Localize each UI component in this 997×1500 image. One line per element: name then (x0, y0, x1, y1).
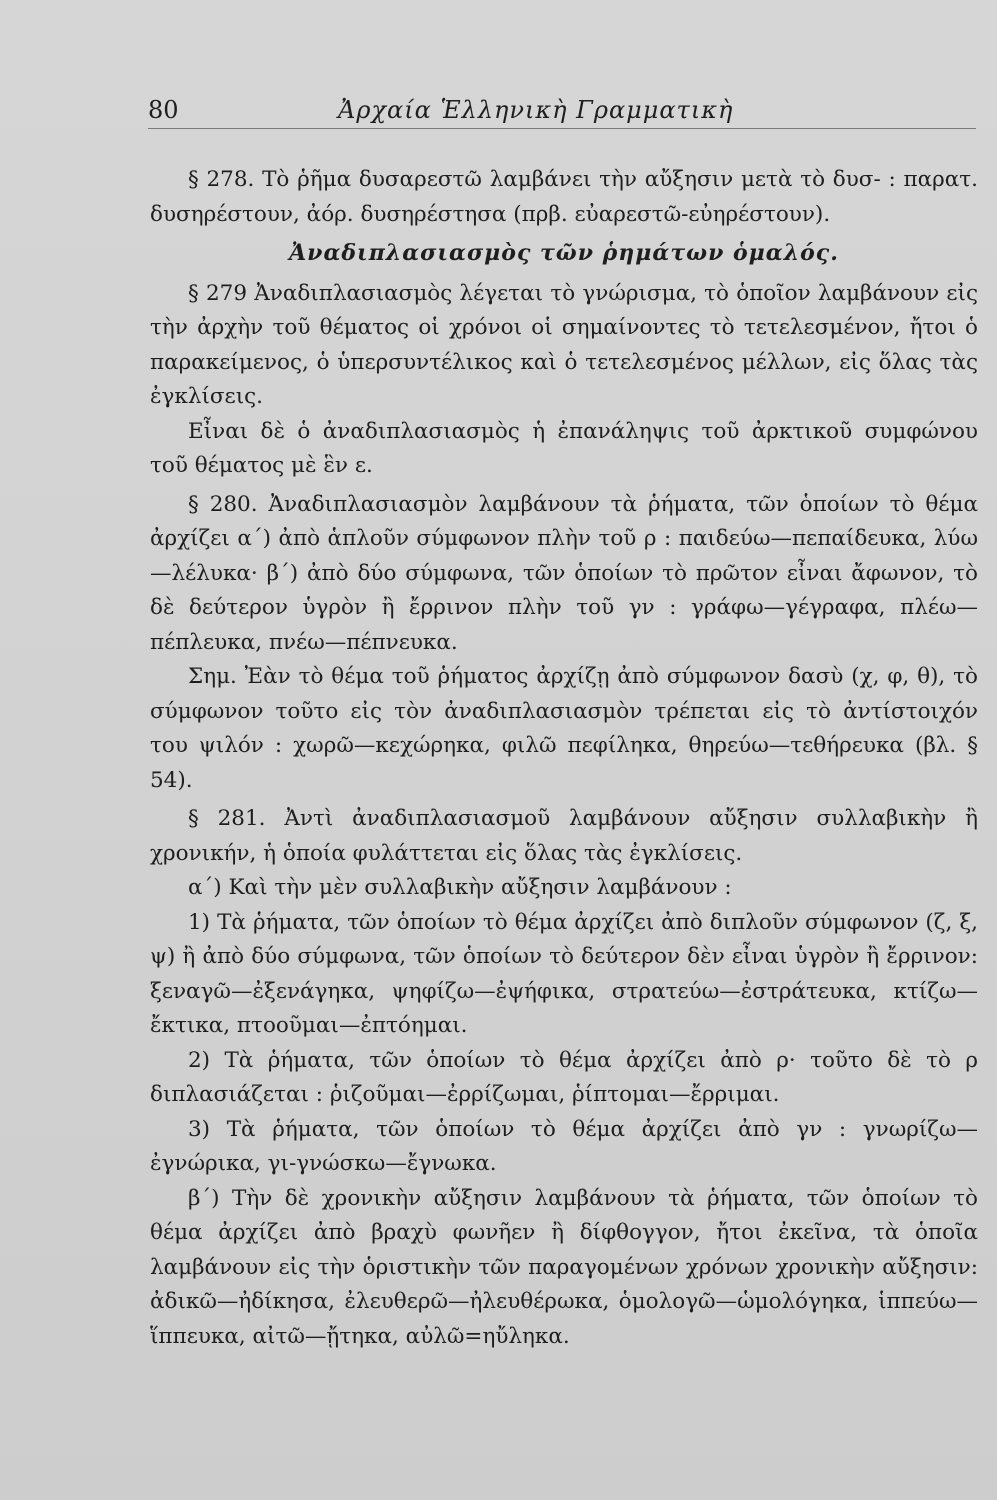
paragraph-281-a-1: 1) Τὰ ῥήματα, τῶν ὁποίων τὸ θέμα ἀρχίζει ἀπὸ διπλοῦν σύμφωνον (ζ, ξ, ψ) ἢ ἀπὸ δύο σύμφωνα, τῶν ὁποίων τὸ δεύτερον δὲν εἶναι ὑγρὸν ἢ ἔρρινον: ξεναγῶ—ἐξενάγηκα, ψηφίζω—ἐψήφικα, στρατεύω—ἐστράτευκα, κτίζω—ἔκτικα, πτοοῦμαι—ἐπτόημαι. (150, 909, 978, 1038)
paragraph-281-b: β΄) Τὴν δὲ χρονικὴν αὔξησιν λαμβάνουν τὰ ῥήματα, τῶν ὁποίων τὸ θέμα ἀρχίζει ἀπὸ βραχὺ φωνῆεν ἢ δίφθογγον, ἤτοι ἐκεῖνα, τὰ ὁποῖα λαμβάνουν εἰς τὴν ὁριστικὴν τῶν παραγομένων χρόνων χρονικὴν αὔξησιν: ἀδικῶ—ἠδίκησα, ἐλευθερῶ—ἠλευθέρωκα, ὁμολογῶ—ὡμολόγηκα, ἱππεύω—ἵππευκα, αἰτῶ—ᾔτηκα, αὐλῶ=ηὔληκα. (150, 1185, 978, 1349)
body-text (150, 163, 978, 1354)
paragraph-280-note: Σημ. Ἐὰν τὸ θέμα τοῦ ῥήματος ἀρχίζῃ ἀπὸ σύμφωνον δασὺ (χ, φ, θ), τὸ σύμφωνον τοῦτο εἰς τὸν ἀναδιπλασιασμὸν τρέπεται εἰς τὸ ἀντίστοιχόν του ψιλόν : χωρῶ—κεχώρηκα, φιλῶ πεφίληκα, θηρεύω—τεθήρευκα (βλ. § 54). (150, 664, 978, 793)
section-heading: Ἀναδιπλασιασμὸς τῶν ῥημάτων ὁμαλός. (289, 240, 839, 266)
running-title: Ἀρχαία Ἑλληνικὴ Γραμματικὴ (338, 96, 734, 124)
paragraph-278: § 278. Τὸ ῥῆμα δυσαρεστῶ λαμβάνει τὴν αὔξησιν μετὰ τὸ δυσ- : παρατ. δυσηρέστουν, ἀόρ. δυσηρέστησα (πρβ. εὐαρεστῶ-εὐηρέστουν). (150, 167, 978, 227)
paragraph-281-a: α΄) Καὶ τὴν μὲν συλλαβικὴν αὔξησιν λαμβάνουν : (188, 875, 732, 900)
paragraph-280: § 280. Ἀναδιπλασιασμὸν λαμβάνουν τὰ ῥήματα, τῶν ὁποίων τὸ θέμα ἀρχίζει α΄) ἀπὸ ἁπλοῦν σύμφωνον πλὴν τοῦ ρ : παιδεύω—πεπαίδευκα, λύω—λέλυκα· β΄) ἀπὸ δύο σύμφωνα, τῶν ὁποίων τὸ πρῶτον εἶναι ἄφωνον, τὸ δὲ δεύτερον ὑγρὸν ἢ ἔρρινον πλὴν τοῦ γν : γράφω—γέγραφα, πλέω—πέπλευκα, πνέω—πέπνευκα. (150, 491, 978, 655)
paragraph-281-a-2: 2) Τὰ ῥήματα, τῶν ὁποίων τὸ θέμα ἀρχίζει ἀπὸ ρ· τοῦτο δὲ τὸ ρ διπλασιάζεται : ῥιζοῦμαι—ἐρρίζωμαι, ῥίπτομαι—ἔρριμαι. (150, 1047, 978, 1107)
paragraph-279-continued: Εἶναι δὲ ὁ ἀναδιπλασιασμὸς ἡ ἐπανάληψις τοῦ ἀρκτικοῦ συμφώνου τοῦ θέματος μὲ ἓν ε. (150, 418, 978, 478)
page-number: 80 (148, 96, 179, 124)
paragraph-279: § 279 Ἀναδιπλασιασμὸς λέγεται τὸ γνώρισμα, τὸ ὁποῖον λαμβάνουν εἰς τὴν ἀρχὴν τοῦ θέματος οἱ χρόνοι οἱ σημαίνοντες τὸ τετελεσμένον, ἤτοι ὁ παρακείμενος, ὁ ὑπερσυντέλικος καὶ ὁ τετελεσμένος μέλλων, εἰς ὅλας τὰς ἐγκλίσεις. (150, 280, 978, 409)
paragraph-281: § 281. Ἀντὶ ἀναδιπλασιασμοῦ λαμβάνουν αὔξησιν συλλαβικὴν ἢ χρονικήν, ἡ ὁποία φυλάττεται εἰς ὅλας τὰς ἐγκλίσεις. (150, 806, 978, 866)
page-header (148, 92, 976, 129)
paragraph-281-a-3: 3) Τὰ ῥήματα, τῶν ὁποίων τὸ θέμα ἀρχίζει ἀπὸ γν : γνωρίζω—ἐγνώρικα, γι-γνώσκω—ἔγνωκα. (150, 1116, 978, 1176)
